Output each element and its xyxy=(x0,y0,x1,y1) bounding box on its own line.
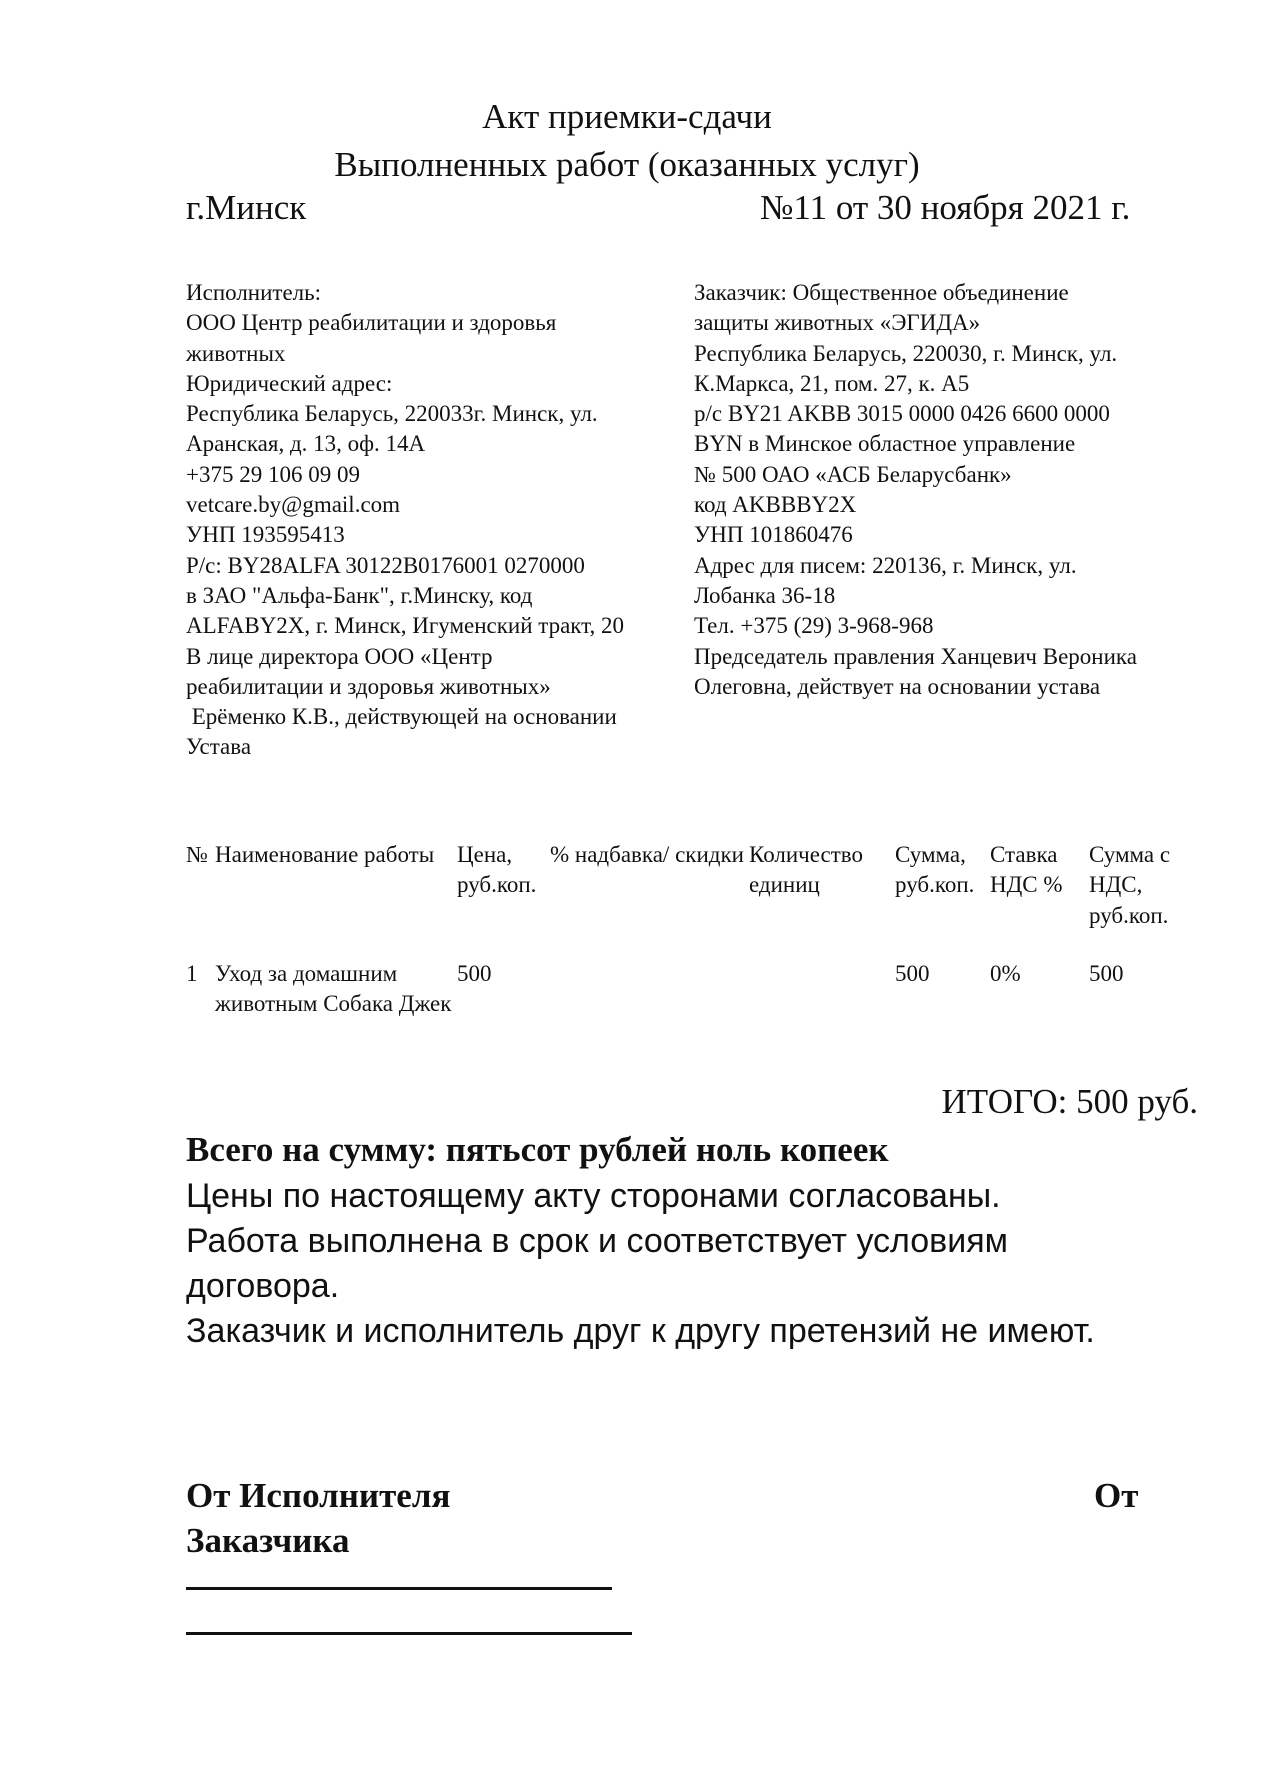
header-sum: Сумма, руб.коп. xyxy=(895,842,975,898)
executor-line: в ЗАО "Альфа-Банк", г.Минску, код xyxy=(186,582,533,608)
executor-line: животных xyxy=(186,340,286,366)
executor-line: Республика Беларусь, 220033г. Минск, ул. xyxy=(186,401,598,427)
customer-line: Тел. +375 (29) 3-968-968 xyxy=(694,613,934,639)
customer-line: № 500 ОАО «АСБ Беларусбанк» xyxy=(694,461,1012,487)
customer-line: УНП 101860476 xyxy=(694,522,853,548)
row-work-name: Уход за домашним животным Собака Джек xyxy=(215,960,452,1017)
agreement-statements xyxy=(186,1174,1176,1354)
customer-line: Республика Беларусь, 220030, г. Минск, ул. xyxy=(694,340,1118,366)
executor-line: УНП 193595413 xyxy=(186,522,345,548)
signature-customer-label: Заказчика xyxy=(186,1521,350,1560)
header-vat-rate: Ставка НДС % xyxy=(990,842,1063,898)
header-markup: % надбавка/ скидки xyxy=(550,842,744,867)
customer-line: код AKBBBY2X xyxy=(694,492,857,518)
row-number: 1 xyxy=(186,960,198,986)
works-table xyxy=(186,840,1209,1019)
act-number-date: №11 от 30 ноября 2021 г. xyxy=(760,188,1131,227)
row-vat-rate: 0% xyxy=(990,960,1021,986)
row-quantity xyxy=(749,931,895,1020)
header-work-name: Наименование работы xyxy=(215,842,435,867)
customer-line: К.Маркса, 21, пом. 27, к. А5 xyxy=(694,370,970,396)
customer-line: Адрес для писем: 220136, г. Минск, ул. xyxy=(694,552,1077,578)
executor-line: реабилитации и здоровья животных» xyxy=(186,673,551,699)
header-price: Цена, руб.коп. xyxy=(457,842,537,898)
row-sum-with-vat: 500 xyxy=(1089,960,1124,986)
signature-line-executor xyxy=(186,1587,612,1590)
executor-line: Аранская, д. 13, оф. 14А xyxy=(186,431,426,457)
total-amount: ИТОГО: 500 руб. xyxy=(941,1082,1198,1121)
executor-line: В лице директора ООО «Центр xyxy=(186,643,493,669)
customer-line: BYN в Минское областное управление xyxy=(694,431,1076,457)
row-price: 500 xyxy=(457,960,492,986)
executor-line: Исполнитель: xyxy=(186,280,322,305)
signature-from-label: От xyxy=(1094,1476,1139,1515)
header-sum-with-vat: Сумма с НДС, руб.коп. xyxy=(1089,842,1171,928)
total-in-words: Всего на сумму: пятьсот рублей ноль копеек xyxy=(186,1130,889,1169)
signature-executor-label: От Исполнителя xyxy=(186,1476,451,1515)
executor-line: Устава xyxy=(186,734,252,760)
executor-line: Р/с: BY28ALFA 30122B0176001 0270000 xyxy=(186,552,585,578)
customer-line: Председатель правления Ханцевич Вероника xyxy=(694,643,1137,669)
executor-line: Ерёменко К.В., действующей на основании xyxy=(186,704,617,730)
document-city: г.Минск xyxy=(186,188,307,227)
table-row xyxy=(186,931,1209,1020)
customer-line: защиты животных «ЭГИДА» xyxy=(694,310,981,336)
customer-details xyxy=(694,278,1214,702)
statement-line: Заказчик и исполнитель друг к другу претензий не имеют. xyxy=(186,1312,1095,1350)
statement-line: Цены по настоящему акту сторонами согласованы. xyxy=(186,1177,1001,1215)
row-markup xyxy=(550,931,749,1020)
document-title: Акт приемки-сдачи xyxy=(482,97,772,136)
statement-line: договора. xyxy=(186,1267,340,1305)
customer-line: Заказчик: Общественное объединение xyxy=(694,280,1069,305)
executor-email: vetcare.by@gmail.com xyxy=(186,492,401,518)
document-subtitle: Выполненных работ (оказанных услуг) xyxy=(334,145,920,184)
row-sum: 500 xyxy=(895,960,930,986)
executor-details xyxy=(186,278,686,763)
customer-line: Лобанка 36-18 xyxy=(694,582,836,608)
executor-line: Юридический адрес: xyxy=(186,370,393,396)
customer-line: р/с BY21 AKBB 3015 0000 0426 6600 0000 xyxy=(694,401,1110,427)
executor-line: ALFABY2X, г. Минск, Игуменский тракт, 20 xyxy=(186,613,624,639)
executor-line: ООО Центр реабилитации и здоровья xyxy=(186,310,557,336)
executor-line: +375 29 106 09 09 xyxy=(186,461,360,487)
header-number: № xyxy=(186,842,208,867)
customer-line: Олеговна, действует на основании устава xyxy=(694,673,1101,699)
signature-line-customer xyxy=(186,1632,632,1635)
statement-line: Работа выполнена в срок и соответствует условиям xyxy=(186,1222,1009,1260)
header-quantity: Количество единиц xyxy=(749,842,863,898)
table-header-row xyxy=(186,840,1209,931)
